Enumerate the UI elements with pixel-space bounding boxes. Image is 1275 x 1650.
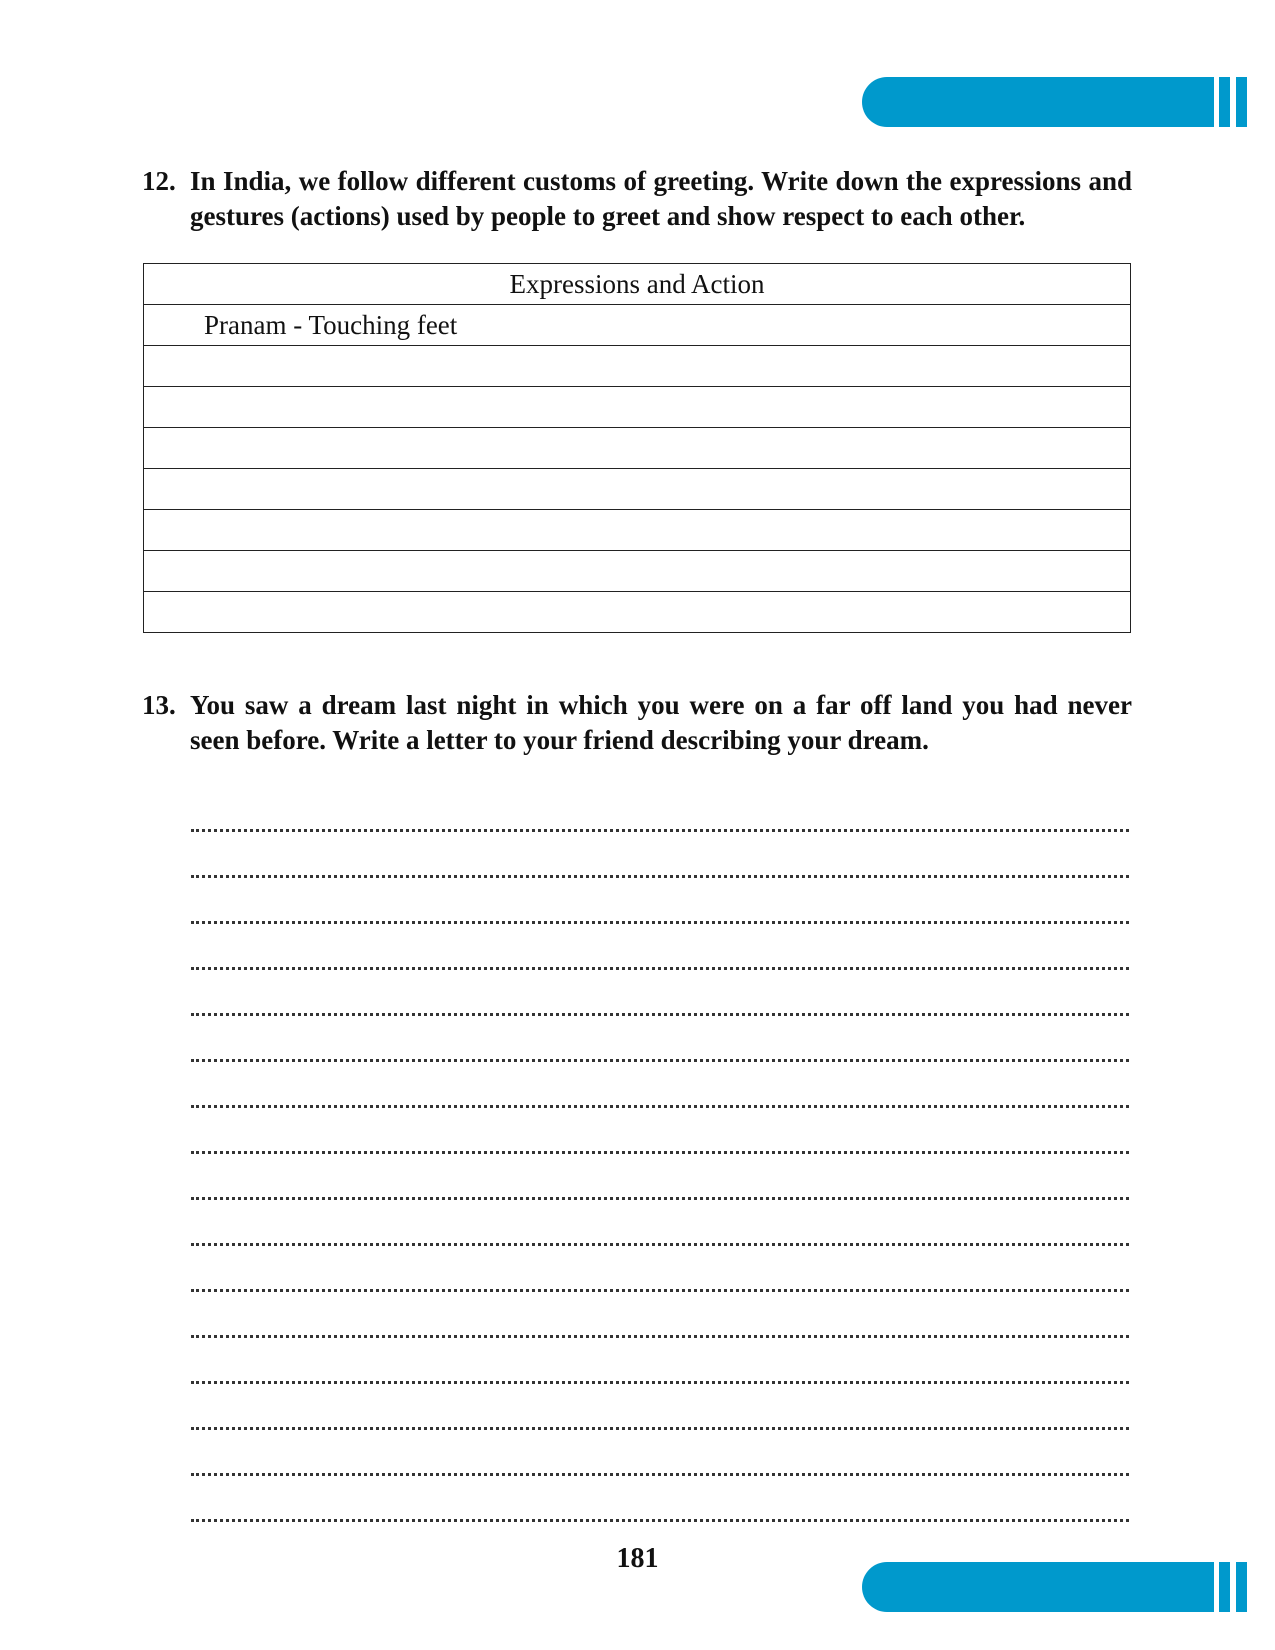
dotted-writing-line[interactable] xyxy=(191,1292,1129,1338)
blue-pill-shape xyxy=(862,77,1214,127)
table-row xyxy=(144,592,1131,633)
table-row xyxy=(144,387,1131,428)
table-row xyxy=(144,551,1131,592)
table-cell[interactable] xyxy=(144,469,1131,510)
dotted-writing-line[interactable] xyxy=(191,1062,1129,1108)
question-text: You saw a dream last night in which you were on a far off land you had never seen before. Write a letter to your friend describing your dream. xyxy=(190,690,1132,755)
question-12 xyxy=(142,164,1132,234)
dotted-writing-line[interactable] xyxy=(191,1338,1129,1384)
dotted-writing-line[interactable] xyxy=(191,1430,1129,1476)
dotted-writing-line[interactable] xyxy=(191,1154,1129,1200)
table-cell[interactable] xyxy=(144,592,1131,633)
dotted-writing-line[interactable] xyxy=(191,1016,1129,1062)
table-cell[interactable]: Pranam - Touching feet xyxy=(144,305,1131,346)
greetings-table xyxy=(143,263,1131,633)
dotted-writing-line[interactable] xyxy=(191,1476,1129,1522)
question-number: 13. xyxy=(142,690,176,720)
question-13 xyxy=(142,688,1132,758)
blue-pill-shape xyxy=(862,1562,1214,1612)
dotted-writing-line[interactable] xyxy=(191,1246,1129,1292)
blue-bar-shape xyxy=(1219,77,1230,127)
table-header: Expressions and Action xyxy=(144,264,1131,305)
dotted-writing-line[interactable] xyxy=(191,1108,1129,1154)
table-row xyxy=(144,469,1131,510)
table-cell[interactable] xyxy=(144,510,1131,551)
table-row xyxy=(144,305,1131,346)
table-cell[interactable] xyxy=(144,387,1131,428)
question-text: In India, we follow different customs of greeting. Write down the expressions and gestures (actions) used by people to greet and show respect to each other. xyxy=(190,166,1132,231)
dotted-writing-line[interactable] xyxy=(191,1200,1129,1246)
table-row xyxy=(144,346,1131,387)
table-cell[interactable] xyxy=(144,428,1131,469)
table-cell[interactable] xyxy=(144,346,1131,387)
header-decorative-tab xyxy=(862,77,1252,127)
table-row xyxy=(144,510,1131,551)
blue-bar-shape xyxy=(1219,1562,1230,1612)
dotted-writing-line[interactable] xyxy=(191,786,1129,832)
question-number: 12. xyxy=(142,166,176,196)
dotted-writing-line[interactable] xyxy=(191,1384,1129,1430)
footer-decorative-tab xyxy=(862,1562,1252,1612)
table-row xyxy=(144,428,1131,469)
blue-bar-shape xyxy=(1236,77,1247,127)
page-number: 181 xyxy=(616,1543,659,1574)
blue-bar-shape xyxy=(1236,1562,1247,1612)
dotted-writing-line[interactable] xyxy=(191,924,1129,970)
dotted-writing-line[interactable] xyxy=(191,832,1129,878)
dotted-writing-line[interactable] xyxy=(191,878,1129,924)
table-cell[interactable] xyxy=(144,551,1131,592)
dotted-writing-line[interactable] xyxy=(191,970,1129,1016)
answer-writing-area xyxy=(191,786,1129,1522)
